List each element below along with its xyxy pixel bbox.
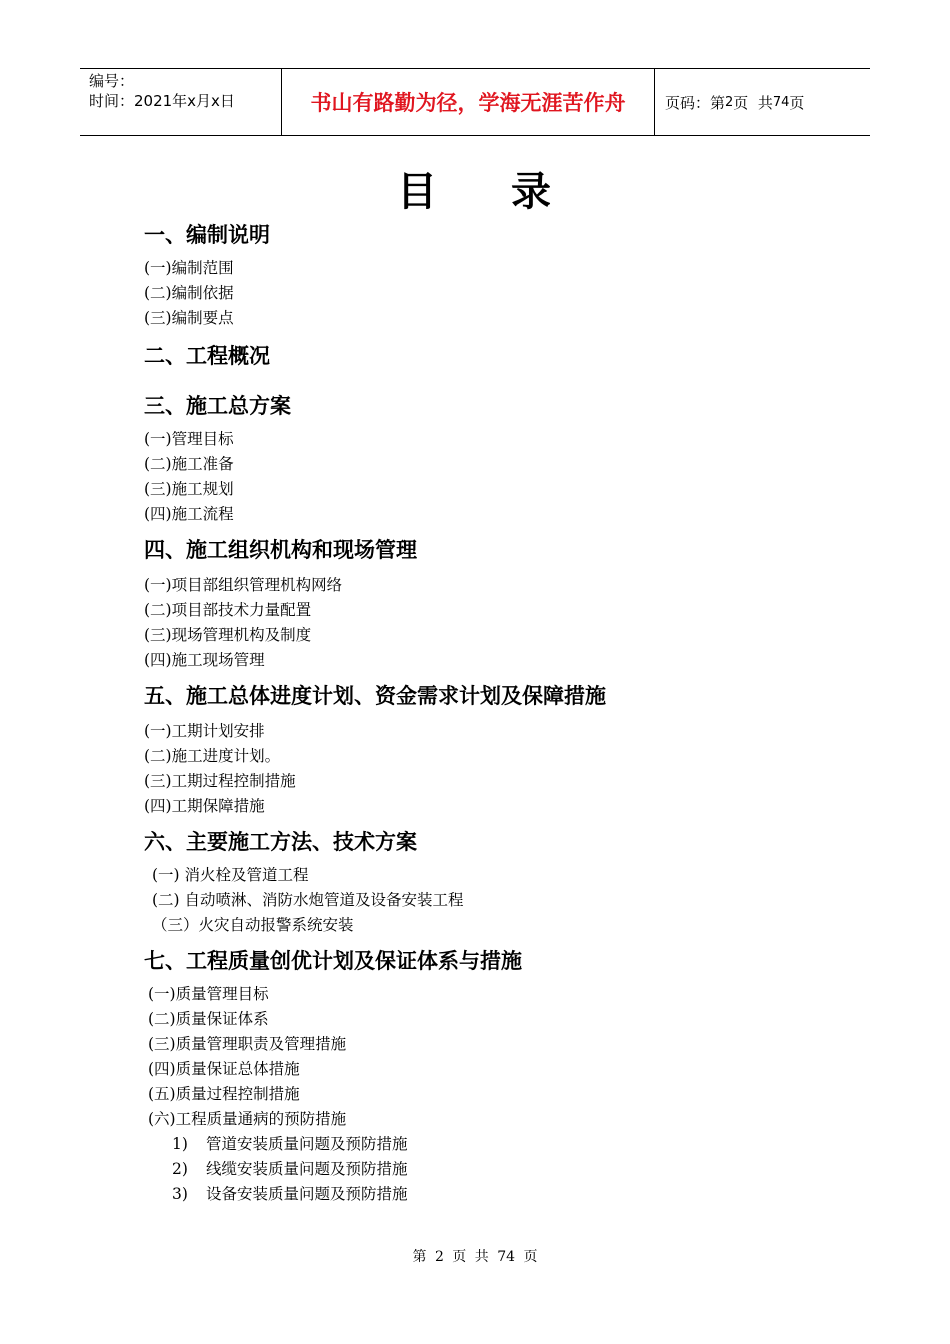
- subitem-number: 2): [172, 1160, 188, 1178]
- page-label-post: 页: [789, 93, 805, 112]
- toc-item[interactable]: (二)质量保证体系: [148, 1010, 269, 1028]
- time-label: 时间：2021年x月x日: [89, 92, 235, 110]
- header-page-info: [655, 69, 870, 135]
- page-label-mid: 页 共: [733, 93, 773, 112]
- toc-subitem[interactable]: [144, 1182, 864, 1207]
- toc-item[interactable]: (一)编制范围: [144, 259, 234, 277]
- toc-item[interactable]: (六)工程质量通病的预防措施: [148, 1110, 347, 1128]
- document-title: [0, 160, 950, 217]
- subitem-text: 设备安装质量问题及预防措施: [206, 1185, 408, 1203]
- toc-subitem[interactable]: [144, 1157, 864, 1182]
- toc-item[interactable]: (四)质量保证总体措施: [148, 1060, 300, 1078]
- total-pages: 74: [772, 94, 790, 110]
- page-number: 2: [725, 94, 734, 110]
- toc-item[interactable]: (一)项目部组织管理机构网络: [144, 576, 343, 594]
- code-label: 编号：: [89, 72, 135, 90]
- toc-item[interactable]: (一) 消火栓及管道工程: [152, 866, 309, 884]
- page-footer: 第 2 页 共 74 页: [412, 1249, 538, 1265]
- header-motto: 书山有路勤为径，学海无涯苦作舟: [282, 69, 655, 135]
- toc-section-1[interactable]: 一、编制说明: [144, 223, 270, 247]
- toc-item[interactable]: (二)施工进度计划。: [144, 747, 281, 765]
- toc-item[interactable]: (四)施工流程: [144, 505, 234, 523]
- toc-item[interactable]: (三)编制要点: [144, 309, 234, 327]
- subitem-number: 1): [172, 1135, 188, 1153]
- subitem-number: 3): [172, 1185, 188, 1203]
- page-header: [80, 68, 870, 136]
- toc-item[interactable]: (二) 自动喷淋、消防水炮管道及设备安装工程: [152, 891, 464, 909]
- toc-item[interactable]: (四)施工现场管理: [144, 651, 265, 669]
- toc-section-2[interactable]: 二、工程概况: [144, 344, 270, 368]
- title-char-2: 录: [511, 169, 553, 215]
- toc-item[interactable]: (二)项目部技术力量配置: [144, 601, 312, 619]
- header-meta: [80, 69, 282, 135]
- toc-section-3[interactable]: 三、施工总方案: [144, 394, 291, 418]
- title-char-1: 目: [397, 169, 439, 215]
- toc-section-6[interactable]: 六、主要施工方法、技术方案: [144, 830, 417, 854]
- table-of-contents: [144, 218, 864, 1207]
- toc-item[interactable]: (一)工期计划安排: [144, 722, 265, 740]
- toc-item[interactable]: (三)施工规划: [144, 480, 234, 498]
- toc-item[interactable]: (三)现场管理机构及制度: [144, 626, 312, 644]
- toc-item[interactable]: (二)施工准备: [144, 455, 234, 473]
- toc-item[interactable]: (一)管理目标: [144, 430, 234, 448]
- toc-item[interactable]: (五)质量过程控制措施: [148, 1085, 300, 1103]
- toc-item[interactable]: (四)工期保障措施: [144, 797, 265, 815]
- toc-item[interactable]: (三)工期过程控制措施: [144, 772, 296, 790]
- toc-item[interactable]: (三)质量管理职责及管理措施: [148, 1035, 347, 1053]
- subitem-text: 管道安装质量问题及预防措施: [206, 1135, 408, 1153]
- page-label-pre: 页码：第: [665, 93, 726, 112]
- toc-item[interactable]: (二)编制依据: [144, 284, 234, 302]
- toc-section-4[interactable]: 四、施工组织机构和现场管理: [144, 538, 417, 562]
- subitem-text: 线缆安装质量问题及预防措施: [206, 1160, 408, 1178]
- toc-item[interactable]: (一)质量管理目标: [148, 985, 269, 1003]
- toc-section-7[interactable]: 七、工程质量创优计划及保证体系与措施: [144, 949, 522, 973]
- toc-subitem[interactable]: [144, 1132, 864, 1157]
- toc-item[interactable]: （三）火灾自动报警系统安装: [152, 916, 354, 934]
- toc-section-5[interactable]: 五、施工总体进度计划、资金需求计划及保障措施: [144, 684, 606, 708]
